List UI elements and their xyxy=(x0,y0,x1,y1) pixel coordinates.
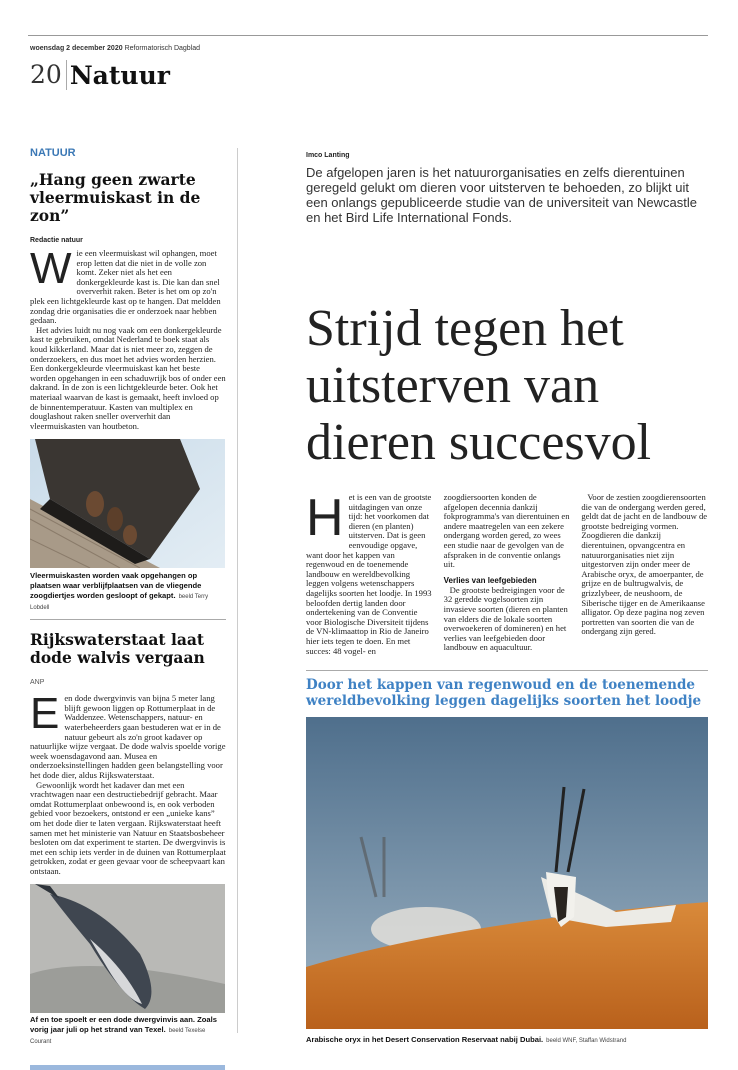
pull-quote: Door het kappen van regenwoud en de toenemende wereldbevolking leggen dagelijks soorten het loodje xyxy=(306,677,702,710)
photo-credit: beeld WNF, Staffan Widstrand xyxy=(546,1038,627,1045)
article2-body xyxy=(30,689,226,876)
page-header xyxy=(30,60,170,90)
bat-box-photo xyxy=(30,439,225,568)
paragraph: en dode dwergvinvis van bijna 5 meter lang blijft gewoon liggen op Rottumerplaat in de Waddenzee. Wetenschappers, natuur- en waterbeheerders gaan bestuderen wat er in de natuur gebeurt als zo'n groot kadaver op natuurlijke wijze vergaat. De dode walvis spoelde vorige week woensdagavond aan. Musea en onderzoeksinstellingen hadden geen belangstelling voor het dode dier, aldus Rijkswaterstaat. xyxy=(30,693,226,781)
dateline xyxy=(30,45,200,52)
article1-body xyxy=(30,244,226,431)
oryx-photo xyxy=(306,717,708,1029)
caption-text: Arabische oryx in het Desert Conservation Reservaat nabij Dubai. xyxy=(306,1035,544,1045)
paragraph: ie een vleermuiskast wil ophangen, moet erop letten dat die niet in de volle zon komt. Zeker niet als het een donkergekleurde kast is. Die kan dan snel oververhit raken. Beter is het om op zo'n plek een lichtgekleurde kast op te hangen. Dat meldden zondag drie organisaties die er onderzoek naar hebben gedaan. xyxy=(30,248,221,326)
paper-name: Reformatorisch Dagblad xyxy=(124,45,201,52)
paragraph: De grootste bedreigingen voor de 32 geredde vogelsoorten zijn invasieve soorten (dieren en planten van elders die de lokale soorten overwoekeren of domineren) en het verlies van leefgebieden door landbouw en aquacultuur. xyxy=(443,584,568,653)
left-column xyxy=(30,147,226,1070)
main-body xyxy=(306,489,708,656)
section-title: Natuur xyxy=(69,60,170,90)
article2-caption xyxy=(30,1015,226,1047)
article1-caption xyxy=(30,571,226,613)
paragraph: et is een van de grootste uitdagingen van onze tijd: het voorkomen dat dieren (en planten) uitsterven. Dat is geen eenvoudige opgave, want door het kappen van regenwoud en de toenemende landbouw en wereldbevolking leggen volgens wetenschappers dagelijks soorten het loodje. In 1993 beloofden dertig landen door ondertekening van de Conventie voor Biologische Diversiteit tijdens de VN-klimaattop in Rio de Janeiro hier iets tegen te doen. En met succes: 48 vogel- en zoogdiersoorten konden de afgelopen decennia dankzij fokprogramma's van dierentuinen en andere maatregelen van een zekere ondergang worden gered, zo wees een studie naar de gevolgen van de afspraken in de conventie onlangs uit. xyxy=(306,492,570,656)
main-intro: De afgelopen jaren is het natuurorganisaties en zelfs dierentuinen geregeld gelukt om dieren voor uitsterven te behoeden, zo blijkt uit een onlangs gepubliceerde studie van de universiteit van Newcastle en het Bird Life International Fonds. xyxy=(306,165,697,225)
whale-photo xyxy=(30,884,225,1013)
photo-credit: beeld Terry Lobdell xyxy=(30,594,209,612)
main-byline: Imco Lanting xyxy=(306,152,350,159)
caption-text: Af en toe spoelt er een dode dwergvinvis aan. Zoals vorig jaar juli op het strand van Texel. xyxy=(30,1014,217,1034)
article2-byline: ANP xyxy=(30,679,45,687)
caption-text: Vleermuiskasten worden vaak opgehangen op plaatsen waar verblijfplaatsen van de vliegende zoogdiertjes worden gesloopt of gekapt. xyxy=(30,571,202,601)
main-caption xyxy=(306,1035,708,1046)
main-headline: Strijd tegen het uitsterven van dieren succesvol xyxy=(306,300,652,471)
photo-credit: beeld Texelse Courant xyxy=(30,1027,206,1045)
article2-headline: Rijkswaterstaat laat dode walvis vergaan xyxy=(30,630,205,668)
drop-cap: W xyxy=(30,244,72,293)
top-rule xyxy=(28,35,708,36)
subheading: Verlies van leefgebieden xyxy=(443,575,537,585)
main-article xyxy=(306,152,708,1046)
divider xyxy=(306,670,708,671)
article1-headline: „Hang geen zwarte vleermuiskast in de zon” xyxy=(30,170,201,225)
column-divider xyxy=(237,148,238,1033)
section-kicker: NATUUR xyxy=(30,147,76,159)
paragraph: Gewoonlijk wordt het kadaver dan met een vrachtwagen naar een destructiebedrijf gebracht. Maar omdat Rottumerplaat onbewoond is, en ook verboden gebied voor bezoekers, ontstond er een „unieke kans” om het dode dier te laten vergaan. Rijkswaterstaat heeft samen met het ministerie van Natuur en Staatsbosbeheer besloten om dat experiment te starten. De dwergvinvis is met een schip iets verder in de duinen van Rottumerplaat getrokken, zodat er geen gevaar voor de scheepvaart kan ontstaan. xyxy=(30,779,226,876)
article1-byline: Redactie natuur xyxy=(30,237,83,244)
bottom-accent-bar xyxy=(30,1065,225,1070)
drop-cap: H xyxy=(306,489,344,547)
paragraph: Het advies luidt nu nog vaak om een donkergekleurde kast te gebruiken, omdat Nederland te boek staat als koud kikkerland. Maar dat is niet meer zo, zeggen de onderzoekers, en dus moet het advies worden herzien. Een donkergekleurde vleermuiskast kan het beste worden opgehangen in een schaduwrijk bos of onder een dakrand. In de zon is een lichtgekleurde beter. Ook het materiaal waarvan de kast is gemaakt, heeft invloed op de binnentemperatuur. Kasten van multiplex en douglashout raken sneller oververhit dan vleermuiskasten van houtbeton. xyxy=(30,324,226,431)
paragraph: Voor de zestien zoogdierensoorten die van de ondergang werden gered, geldt dat de jacht en de landbouw de grootste bedreiging vormen. Zoogdieren die dankzij dierentuinen, opvangcentra en natuurorganisaties niet zijn uitgestorven zijn onder meer de Arabische oryx, de amoerpanter, de grijze en de bultrugwalvis, de grizzlybeer, de neushoorn, de Siberische tijger en de Amerikaanse alligator. Op deze pagina nog zeven portretten van soorten die van de ondergang zijn gered. xyxy=(581,492,708,637)
drop-cap: E xyxy=(30,689,60,739)
divider xyxy=(30,619,226,620)
page-number: 20 xyxy=(30,60,67,90)
date: woensdag 2 december 2020 xyxy=(30,45,123,52)
